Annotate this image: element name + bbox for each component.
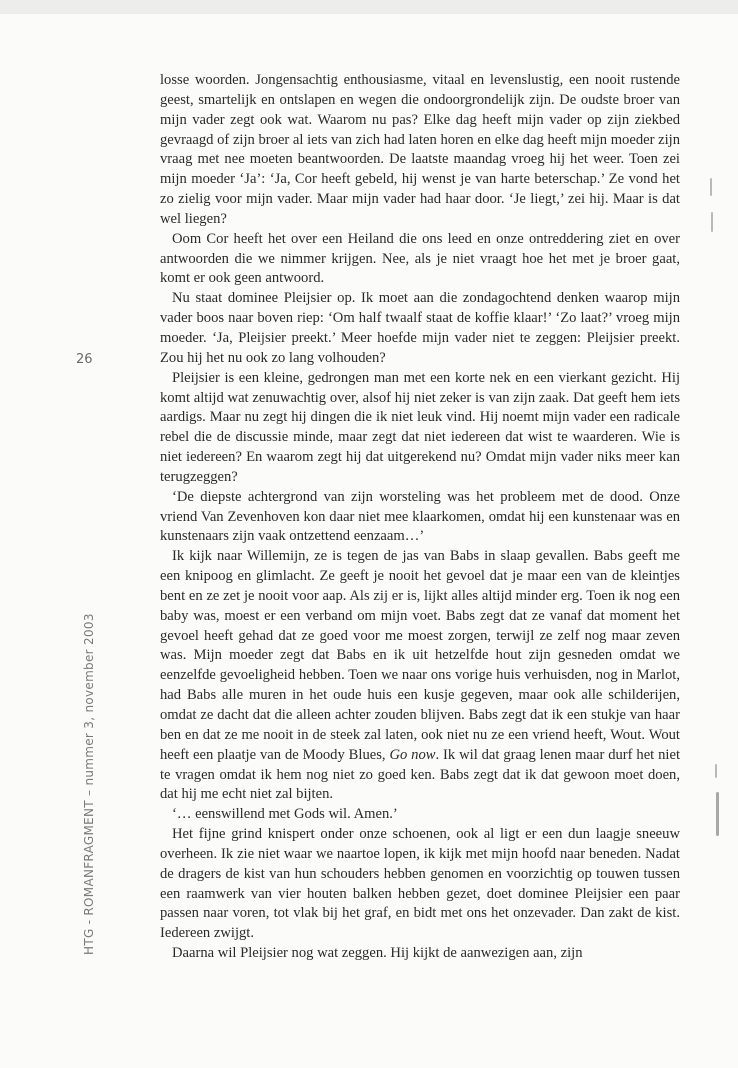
paragraph-text-continued: . Ik wil dat graag lenen maar durf het niet te vragen omdat ik hem nog niet zo goed ken. Babs zegt dat ik dat gewoon moet doen, dat hij me echt niet zal bijten. [160,746,681,803]
paragraph [160,547,680,805]
margin-mark [716,792,719,836]
paragraph: Daarna wil Pleijsier nog wat zeggen. Hij kijkt de aanwezigen aan, zijn [172,945,583,962]
paragraph: Nu staat dominee Pleijsier op. Ik moet aan die zondagochtend denken waarop mijn vader boos naar boven riep: ‘Om half twaalf staat de koffie klaar!’ ‘Zo laat?’ vroeg mijn moeder. ‘Ja, Pleijsier preekt.’ Meer hoefde mijn vader niet te zeggen: Pleijsier preekt. Zou hij het nu ook zo lang volhouden? [160,290,680,366]
paragraph: Het fijne grind knispert onder onze schoenen, ook al ligt er een dun laagje sneeuw overheen. Ik zie niet waar we naartoe lopen, ik kijk met mijn hoofd naar beneden. Nadat de dragers de kist van hun schouders hebben genomen en voorzichtig op touwen tussen een raamwerk van vier houten balken hebben gezet, doet dominee Pleijsier een paar passen naar voren, tot vlak bij het graf, en bidt met ons het onzevader. Dan zakt de kist. Iedereen zwijgt. [160,826,680,942]
paragraph: losse woorden. Jongensachtig enthousiasme, vitaal en levenslustig, een nooit rustende geest, smartelijk en ontslapen en wegen die ondoorgrondelijk zijn. De oudste broer van mijn vader zegt ook wat. Waarom nu pas? Elke dag heeft mijn vader op zijn ziekbed gevraagd of zijn broer al iets van zich had laten horen en elke dag heeft mijn moeder zijn vraag met nee moeten beantwoorden. De laatste maandag vroeg hij het weer. Toen zei mijn moeder ‘Ja’: ‘Ja, Cor heeft gebeld, hij wenst je van harte beterschap.’ Ze vond het zo zielig voor mijn vader. Maar mijn vader had haar door. ‘Je liegt,’ zei hij. Maar is dat wel liegen? [160,72,680,227]
margin-mark [711,212,713,232]
paragraph: ‘De diepste achtergrond van zijn worsteling was het probleem met de dood. Onze vriend Van Zevenhoven kon daar niet mee klaarkomen, omdat hij een kunstenaar was en kunstenaars zijn vaak ontzettend eenzaam…’ [160,488,680,545]
paragraph: ‘… eenswillend met Gods wil. Amen.’ [172,806,398,823]
paragraph: Oom Cor heeft het over een Heiland die ons leed en onze ontreddering ziet en over antwoorden die we nimmer krijgen. Nee, als je niet vraagt hoe het met je broer gaat, komt er ook geen antwoord. [160,230,680,287]
paragraph-text: Ik kijk naar Willemijn, ze is tegen de jas van Babs in slaap gevallen. Babs geeft me een knipoog en glimlacht. Ze geeft je nooit het gevoel dat je maar een van de kleintjes bent en ze zet je nooit voor aap. Als zij er is, lijkt alles altijd minder erg. Toen ik nog een baby was, moest er een verband om mijn voet. Babs zegt dat ze vanaf dat moment het gevoel heeft gehad dat ze goed voor me moest zorgen, terwijl ze zelf nog maar zeven was. Mijn moeder zegt dat Babs en ik uit hetzelfde hout zijn gesneden omdat we eenzelfde gevoeligheid hebben. Toen we naar ons vorige huis verhuisden, nog in Marlot, had Babs alle muren in het oude huis een kusje gegeven, maar ook alle schilderijen, omdat ze dacht dat die alleen achter zouden blijven. Babs zegt dat ik een stukje van haar ben en dat ze me nooit in de steek zal laten, ook niet nu ze een vriend heeft, Wout. Wout heeft een plaatje van de Moody Blues, [160,548,680,763]
body-text [160,71,680,964]
running-head: HTG - ROMANFRAGMENT – nummer 3, november 2003 [82,613,96,955]
page-number: 26 [76,352,93,367]
margin-mark [710,178,712,196]
paragraph: Pleijsier is een kleine, gedrongen man met een korte nek en een vierkant gezicht. Hij komt altijd wat zenuwachtig over, alsof hij niet zeker is van zijn zaak. Dat geeft hem iets aardigs. Maar nu zegt hij dingen die ik niet leuk vind. Hij noemt mijn vader een radicale rebel die de discussie minde, maar zegt dat niet iedereen dat wist te waarderen. Wie is niet iedereen? En waarom zegt hij dat uitgerekend nu? Omdat mijn vader niks meer kan terugzeggen? [160,369,680,485]
margin-mark [715,764,717,778]
page-top-edge [0,0,738,14]
song-title: Go now [389,746,436,763]
